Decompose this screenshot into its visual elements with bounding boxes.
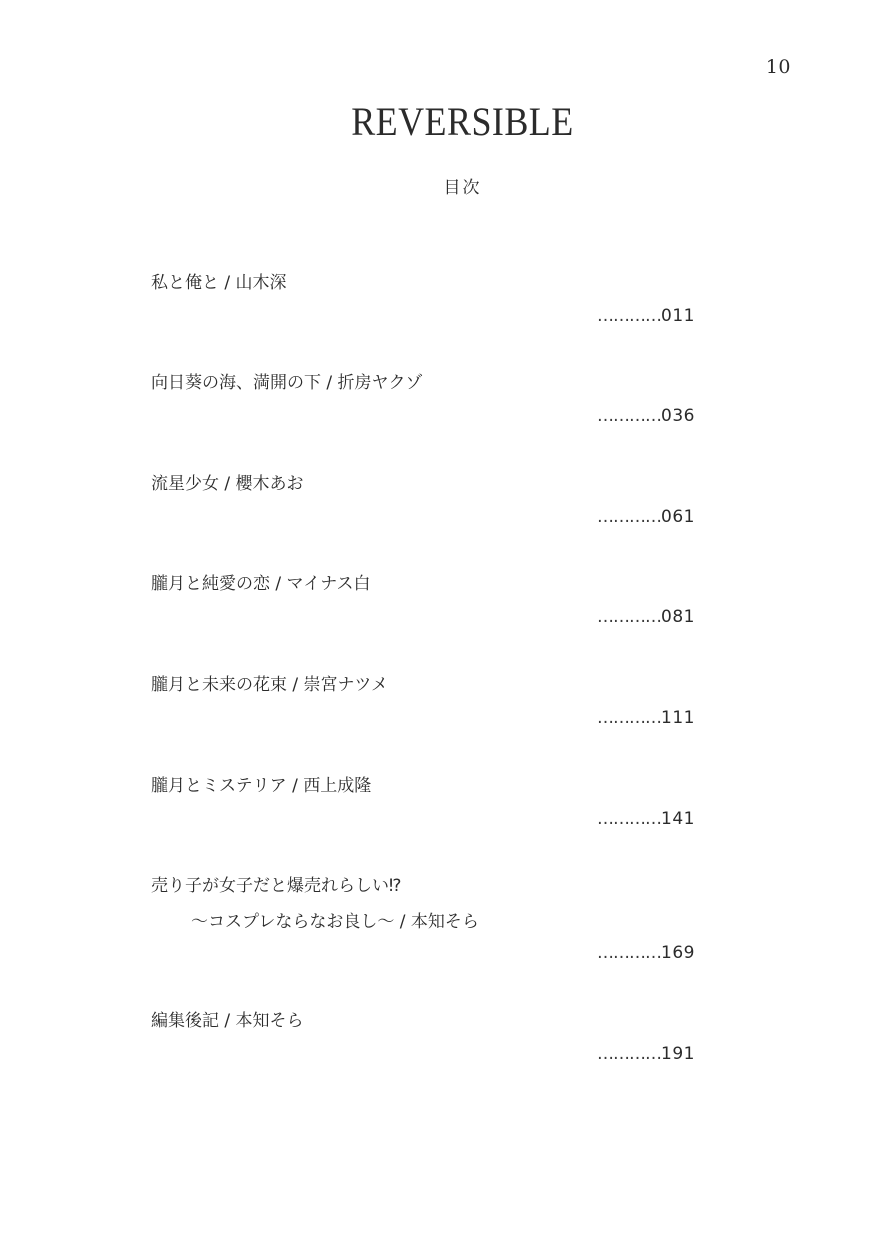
toc-entry-title [151, 270, 287, 296]
toc-entry-title-text: 流星少女 / 櫻木あお [151, 474, 304, 494]
toc-entry-title-line2: 〜コスプレならなお良し〜 / 本知そら [191, 912, 479, 932]
dot-leader: ………… [597, 943, 662, 963]
page-number: 10 [765, 56, 791, 78]
toc-entry-title-text: 朧月と純愛の恋 / マイナス白 [151, 574, 371, 594]
dot-leader: ………… [597, 708, 662, 728]
dot-leader: ………… [597, 306, 662, 326]
page-ref: 061 [661, 507, 695, 527]
page-ref: 011 [661, 306, 695, 326]
toc-entry-title [151, 370, 423, 396]
toc-entry-title [151, 571, 371, 597]
toc-entry-page [583, 404, 695, 428]
page-ref: 081 [661, 607, 695, 627]
toc-entry-title-text: 朧月とミステリア / 西上成隆 [151, 776, 372, 796]
page-title: REVERSIBLE [351, 99, 574, 144]
page-ref: 111 [661, 708, 695, 728]
dot-leader: ………… [597, 1044, 662, 1064]
toc-entry-title-text: 朧月と未来の花束 / 崇宮ナツメ [151, 675, 389, 695]
toc-entry-title [151, 672, 388, 698]
page-ref: 191 [661, 1044, 695, 1064]
toc-entry-title [151, 471, 304, 497]
dot-leader: ………… [597, 607, 662, 627]
toc-entry-page [583, 505, 695, 529]
dot-leader: ………… [597, 809, 662, 829]
dot-leader: ………… [597, 507, 662, 527]
dot-leader: ………… [597, 406, 662, 426]
toc-entry-page [583, 706, 695, 730]
toc-entry-page [583, 1042, 695, 1066]
toc-entry-title-text: 私と俺と / 山木深 [151, 273, 287, 293]
page-ref: 141 [661, 809, 695, 829]
page-ref: 036 [661, 406, 695, 426]
toc-entry-page [583, 605, 695, 629]
toc-entry-title-text: 向日葵の海、満開の下 / 折房ヤクゾ [151, 373, 423, 393]
page-subtitle: 目次 [443, 178, 482, 198]
toc-entry-page [583, 304, 695, 328]
toc-entry-title [151, 773, 371, 799]
toc-entry-title-text: 編集後記 / 本知そら [151, 1011, 304, 1031]
toc-entry-page [583, 807, 695, 831]
toc-entry-title-text: 売り子が女子だと爆売れらしい⁉ [151, 876, 402, 896]
toc-entry-title [151, 873, 479, 935]
toc-entry-page [583, 941, 695, 965]
page-ref: 169 [661, 943, 695, 963]
toc-entry-title [151, 1008, 304, 1034]
